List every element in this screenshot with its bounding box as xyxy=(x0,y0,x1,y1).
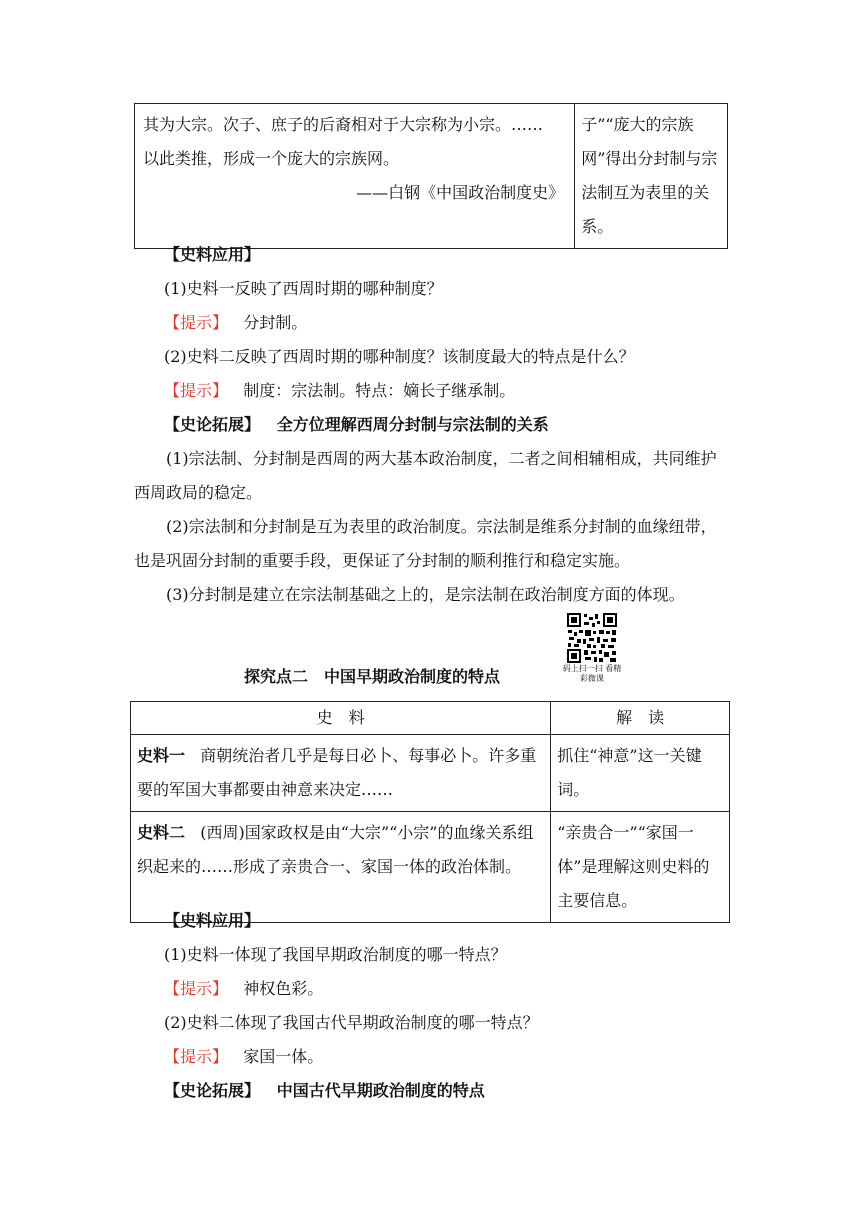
section2-heading: 探究点二 中国早期政治制度的特点 xyxy=(244,667,501,686)
section2-hint1 xyxy=(164,972,762,1006)
qr-caption: 码上扫一扫 看精彩微课 xyxy=(562,664,622,683)
table1-right-cell: 子”“庞大的宗族网”得出分封制与宗法制互为表里的关系。 xyxy=(575,104,728,249)
section1-extension xyxy=(164,408,762,442)
section1-paragraph-3: (3)分封制是建立在宗法制基础之上的，是宗法制在政治制度方面的体现。 xyxy=(166,585,685,604)
hint-label: 【提示】 xyxy=(164,313,229,332)
section2-a1: 神权色彩。 xyxy=(243,979,324,998)
table1-source: ——白钢《中国政治制度史》 xyxy=(356,183,565,202)
source-table-2 xyxy=(130,701,730,923)
hint-label: 【提示】 xyxy=(164,381,229,400)
section2-q2: (2)史料二体现了我国古代早期政治制度的哪一特点？ xyxy=(164,1013,539,1032)
section1-paragraph-2: (2)宗法制和分封制是互为表里的政治制度。宗法制是维系分封制的血缘纽带，也是巩固分封制的重要手段，更保证了分封制的顺利推行和稳定实施。 xyxy=(134,517,717,570)
qr-code-icon xyxy=(566,612,618,664)
table2-row1-left xyxy=(131,735,551,812)
row1-text: 商朝统治者几乎是每日必卜、每事必卜。许多重要的军国大事都要由神意来决定…… xyxy=(137,746,537,799)
table1-left-line2: 以此类推，形成一个庞大的宗族网。 xyxy=(143,149,400,168)
section1-a2: 制度：宗法制。特点：嫡长子继承制。 xyxy=(243,381,516,400)
table2-row2-right: “亲贵合一”“家国一体”是理解这则史料的主要信息。 xyxy=(551,812,730,923)
hint-label: 【提示】 xyxy=(164,1047,229,1066)
row1-label: 史料一 xyxy=(137,746,186,765)
ext-label: 【史论拓展】 xyxy=(164,415,261,434)
ext-title: 中国古代早期政治制度的特点 xyxy=(276,1081,485,1100)
source-table-1 xyxy=(134,103,728,249)
section1-hint2 xyxy=(164,374,762,408)
section1-a1: 分封制。 xyxy=(243,313,308,332)
section1-paragraph-1: (1)宗法制、分封制是西周的两大基本政治制度，二者之间相辅相成，共同维护西周政局的稳定。 xyxy=(134,449,717,502)
section1-q2: (2)史料二反映了西周时期的哪种制度？该制度最大的特点是什么？ xyxy=(164,347,635,366)
table2-row1-right: 抓住“神意”这一关键词。 xyxy=(551,735,730,812)
table2-header-right: 解 读 xyxy=(551,702,730,735)
section2-a2: 家国一体。 xyxy=(243,1047,324,1066)
section2-q1: (1)史料一体现了我国早期政治制度的哪一特点？ xyxy=(164,945,507,964)
row2-text: (西周)国家政权是由“大宗”“小宗”的血缘关系组织起来的……形成了亲贵合一、家国一体的政治体制。 xyxy=(137,823,534,876)
section1-hint1 xyxy=(164,306,762,340)
ext-label: 【史论拓展】 xyxy=(164,1081,261,1100)
table2-header-left: 史 料 xyxy=(131,702,551,735)
ext-title: 全方位理解西周分封制与宗法制的关系 xyxy=(276,415,549,434)
row2-label: 史料二 xyxy=(137,823,186,842)
section2-hint2 xyxy=(164,1040,762,1074)
hint-label: 【提示】 xyxy=(164,979,229,998)
section1-app-label: 【史料应用】 xyxy=(164,245,261,264)
section2-app-label: 【史料应用】 xyxy=(164,911,261,930)
section2-extension xyxy=(164,1074,762,1108)
table1-left-cell xyxy=(135,104,575,249)
table1-left-line1: 其为大宗。次子、庶子的后裔相对于大宗称为小宗。…… xyxy=(143,115,544,134)
section1-q1: (1)史料一反映了西周时期的哪种制度？ xyxy=(164,279,443,298)
